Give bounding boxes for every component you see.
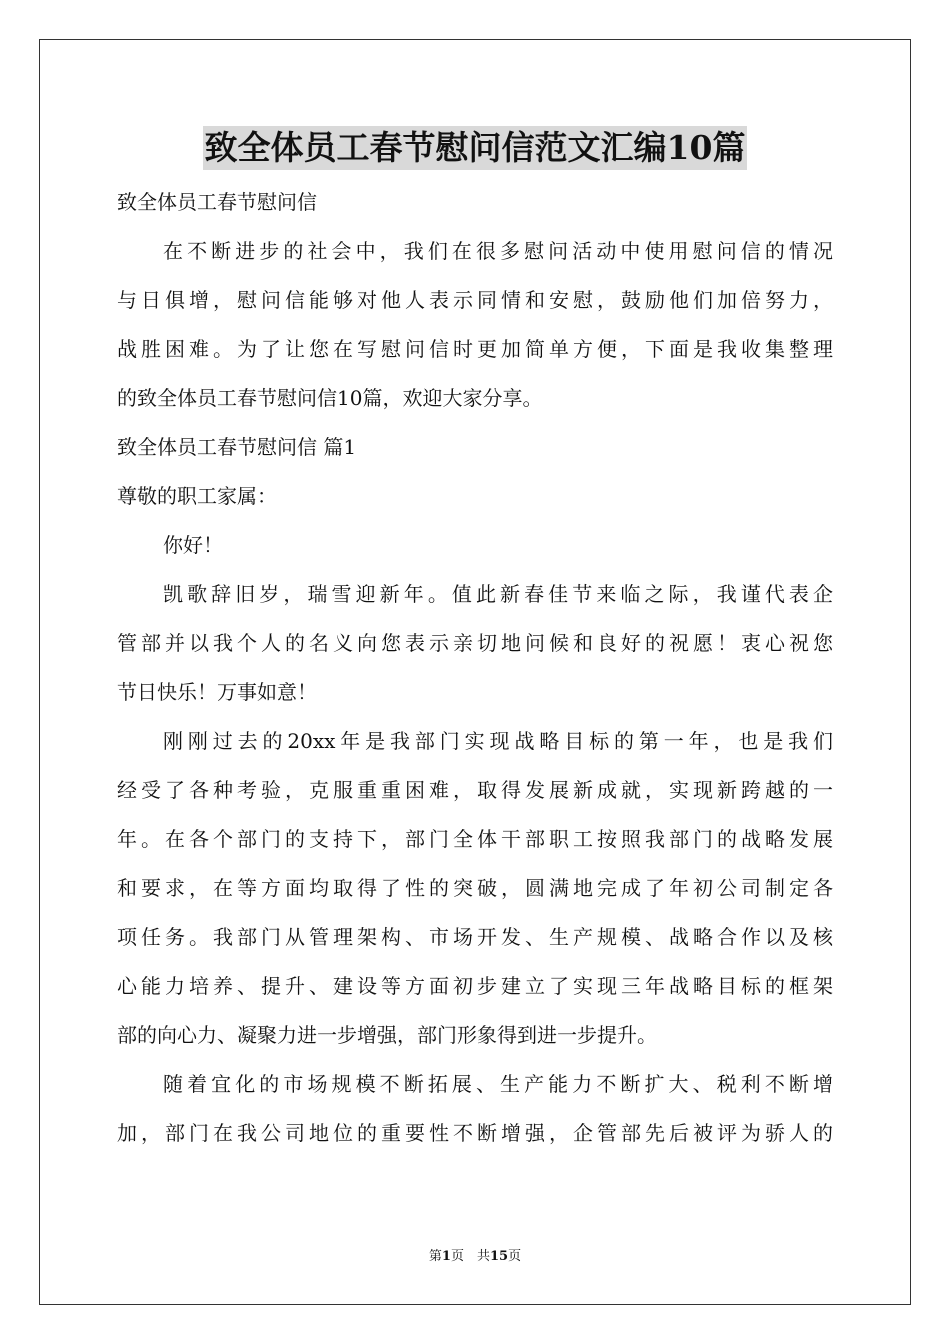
- subtitle: 致全体员工春节慰问信: [117, 190, 317, 214]
- paragraph-line: 经受了各种考验，克服重重困难，取得发展新成就，实现新跨越的一: [117, 778, 833, 802]
- intro-line: 在不断进步的社会中，我们在很多慰问活动中使用慰问信的情况: [163, 239, 833, 263]
- title-wrap: [0, 126, 950, 170]
- intro-paragraph: [117, 227, 833, 423]
- paragraph-1: [117, 570, 833, 717]
- paragraph-line: 刚刚过去的20xx年是我部门实现战略目标的第一年，也是我们: [163, 729, 833, 753]
- page-footer: [0, 1248, 950, 1266]
- paragraph-line: 项任务。我部门从管理架构、市场开发、生产规模、战略合作以及核: [117, 925, 833, 949]
- paragraph-2: [117, 717, 833, 1060]
- paragraph-line: 部的向心力、凝聚力进一步增强，部门形象得到进一步提升。: [117, 1023, 657, 1047]
- section-heading: 致全体员工春节慰问信 篇1: [117, 435, 357, 459]
- paragraph-line: 年。在各个部门的支持下，部门全体干部职工按照我部门的战略发展: [117, 827, 833, 851]
- footer-current-page: 1: [441, 1249, 451, 1264]
- paragraph-line: 加，部门在我公司地位的重要性不断增强，企管部先后被评为骄人的: [117, 1121, 833, 1145]
- paragraph-line: 和要求，在等方面均取得了性的突破，圆满地完成了年初公司制定各: [117, 876, 833, 900]
- salutation: 尊敬的职工家属：: [117, 484, 277, 508]
- intro-line: 的致全体员工春节慰问信10篇，欢迎大家分享。: [117, 386, 543, 410]
- footer-total-pages: 15: [489, 1249, 509, 1264]
- paragraph-3: [117, 1060, 833, 1158]
- footer-suffix: 页: [508, 1249, 522, 1264]
- paragraph-line: 管部并以我个人的名义向您表示亲切地问候和良好的祝愿！衷心祝您: [117, 631, 833, 655]
- greeting: 你好！: [163, 533, 223, 557]
- document-title: 致全体员工春节慰问信范文汇编10篇: [203, 126, 748, 170]
- intro-line: 与日俱增，慰问信能够对他人表示同情和安慰，鼓励他们加倍努力，: [117, 288, 833, 312]
- paragraph-line: 节日快乐！万事如意！: [117, 680, 317, 704]
- paragraph-line: 心能力培养、提升、建设等方面初步建立了实现三年战略目标的框架: [117, 974, 833, 998]
- paragraph-line: 凯歌辞旧岁，瑞雪迎新年。值此新春佳节来临之际，我谨代表企: [163, 582, 833, 606]
- footer-prefix: 第: [428, 1249, 442, 1264]
- footer-mid: 页 共: [450, 1249, 490, 1264]
- intro-line: 战胜困难。为了让您在写慰问信时更加简单方便，下面是我收集整理: [117, 337, 833, 361]
- paragraph-line: 随着宜化的市场规模不断拓展、生产能力不断扩大、税利不断增: [163, 1072, 833, 1096]
- document-body: [117, 178, 833, 1158]
